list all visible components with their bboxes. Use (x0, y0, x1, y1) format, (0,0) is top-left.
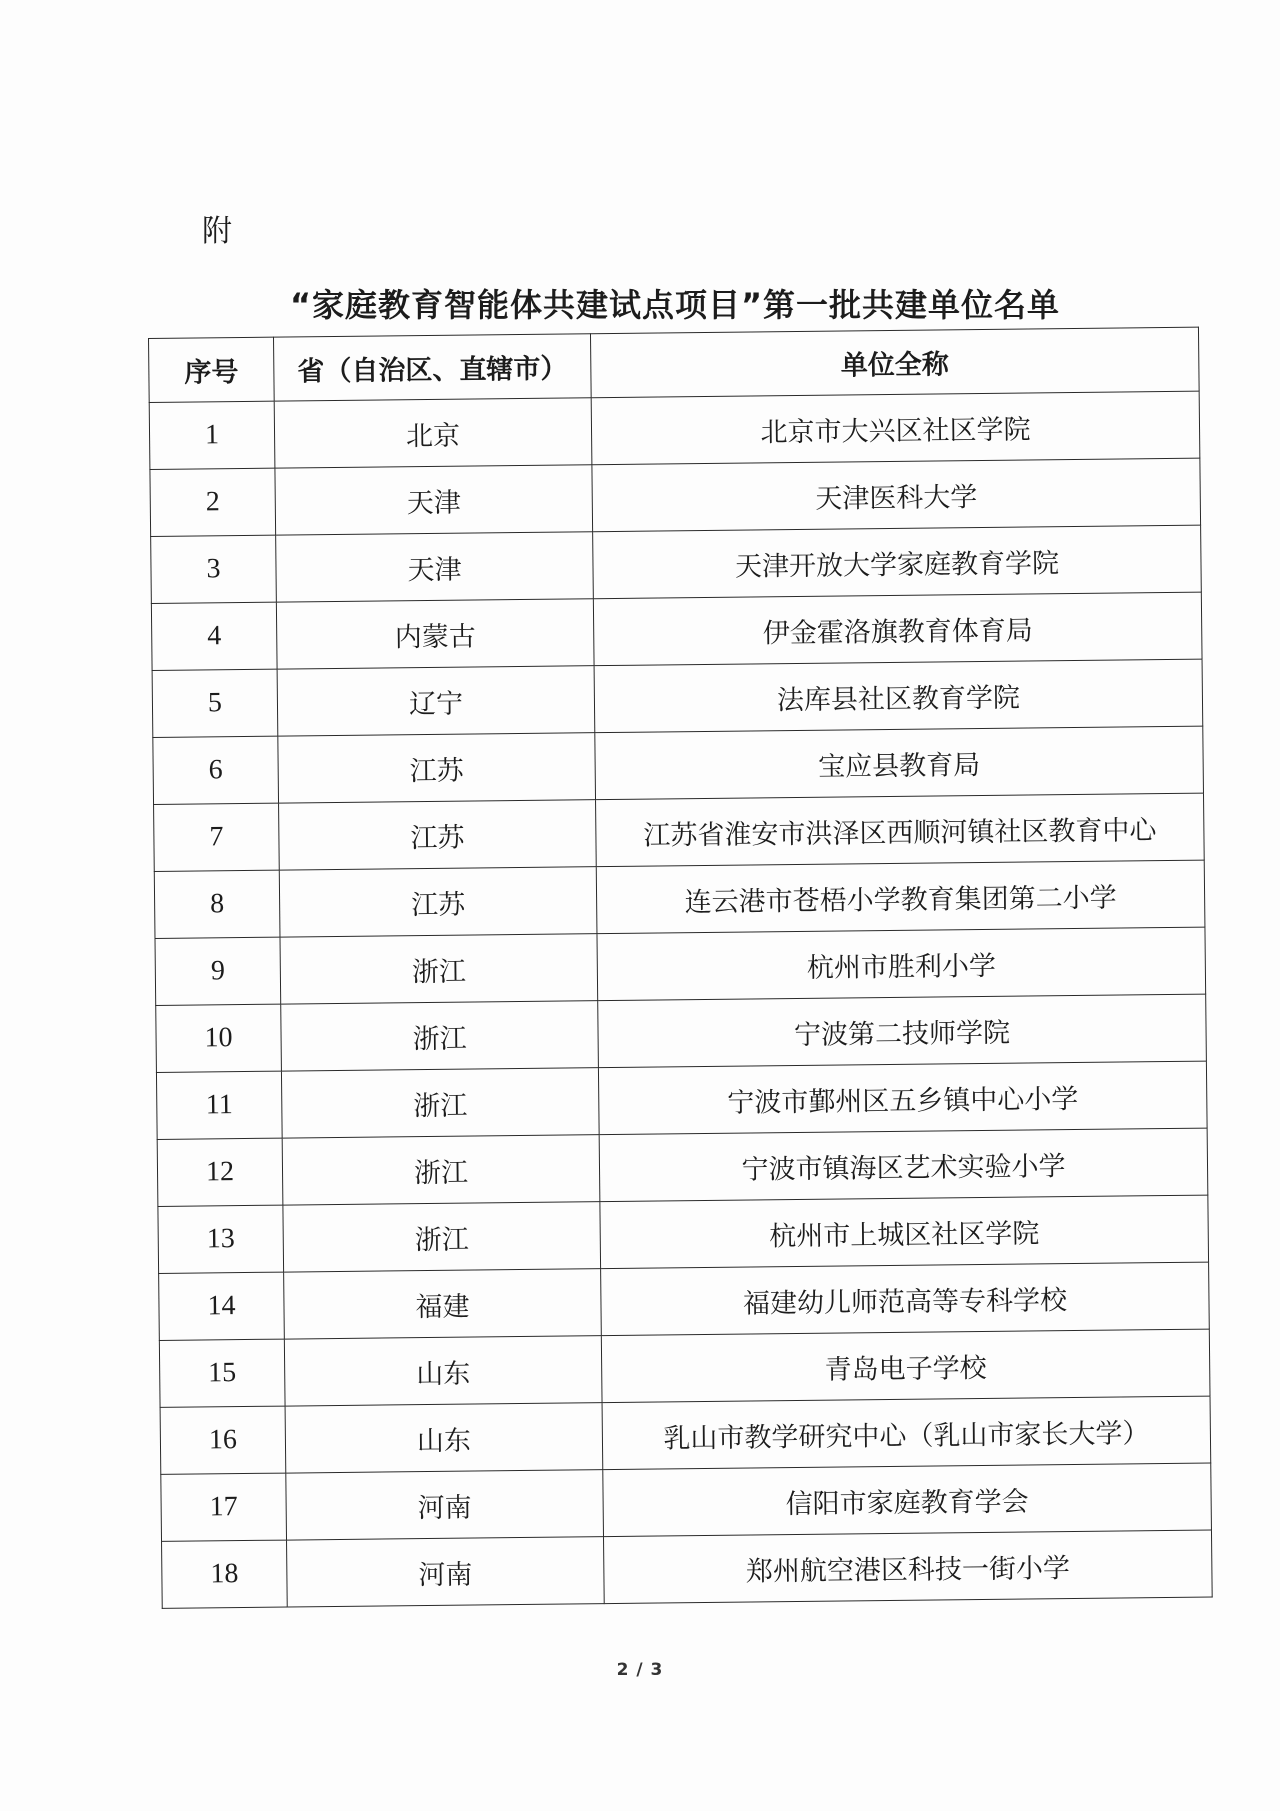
cell-serial-number: 11 (156, 1071, 282, 1139)
cell-serial-number: 14 (159, 1272, 285, 1340)
cell-province: 山东 (284, 1336, 602, 1406)
table-row (159, 1262, 1210, 1340)
cell-province: 天津 (275, 465, 593, 535)
header-serial-number: 序号 (149, 337, 275, 402)
cell-serial-number: 18 (162, 1540, 288, 1608)
cell-unit-name: 杭州市上城区社区学院 (600, 1195, 1209, 1269)
table-row (149, 391, 1200, 469)
units-table (148, 327, 1213, 1609)
cell-province: 浙江 (281, 1001, 599, 1071)
cell-unit-name: 天津开放大学家庭教育学院 (593, 525, 1202, 599)
table-header-row (149, 327, 1200, 402)
cell-province: 浙江 (282, 1135, 600, 1205)
cell-unit-name: 连云港市苍梧小学教育集团第二小学 (596, 860, 1205, 934)
cell-unit-name: 江苏省淮安市洪泽区西顺河镇社区教育中心 (596, 793, 1205, 867)
table-row (158, 1195, 1209, 1273)
units-table-container (148, 327, 1212, 1609)
document-title: “家庭教育智能体共建试点项目”第一批共建单位名单 (289, 286, 1061, 324)
table-row (153, 726, 1204, 804)
cell-province: 天津 (276, 532, 594, 602)
cell-unit-name: 伊金霍洛旗教育体育局 (593, 592, 1202, 666)
attachment-label: 附 (202, 214, 234, 249)
cell-unit-name: 杭州市胜利小学 (597, 927, 1206, 1001)
page-number: 2 / 3 (616, 1660, 664, 1680)
cell-serial-number: 6 (153, 736, 279, 804)
table-row (160, 1396, 1211, 1474)
cell-unit-name: 郑州航空港区科技一街小学 (603, 1530, 1212, 1604)
cell-province: 河南 (286, 1470, 604, 1540)
cell-unit-name: 信阳市家庭教育学会 (603, 1463, 1212, 1537)
cell-unit-name: 宝应县教育局 (595, 726, 1204, 800)
cell-serial-number: 17 (161, 1473, 287, 1541)
cell-serial-number: 16 (160, 1406, 286, 1474)
cell-unit-name: 北京市大兴区社区学院 (591, 391, 1200, 465)
cell-serial-number: 1 (149, 401, 275, 469)
table-row (154, 860, 1205, 938)
cell-province: 浙江 (280, 934, 598, 1004)
cell-province: 河南 (287, 1537, 605, 1607)
cell-serial-number: 12 (157, 1138, 283, 1206)
cell-serial-number: 9 (155, 937, 281, 1005)
cell-unit-name: 青岛电子学校 (601, 1329, 1210, 1403)
cell-province: 山东 (285, 1403, 603, 1473)
header-unit-name: 单位全称 (590, 327, 1199, 398)
cell-serial-number: 3 (151, 535, 277, 603)
table-row (154, 793, 1205, 871)
cell-unit-name: 法库县社区教育学院 (594, 659, 1203, 733)
table-row (150, 458, 1201, 536)
cell-serial-number: 15 (159, 1339, 285, 1407)
table-row (156, 1061, 1207, 1139)
table-row (151, 525, 1202, 603)
cell-serial-number: 5 (152, 669, 278, 737)
cell-serial-number: 4 (151, 602, 277, 670)
cell-serial-number: 7 (154, 803, 280, 871)
table-row (157, 1128, 1208, 1206)
table-row (156, 994, 1207, 1072)
cell-serial-number: 8 (154, 870, 280, 938)
cell-province: 江苏 (279, 867, 597, 937)
cell-province: 福建 (284, 1269, 602, 1339)
cell-province: 江苏 (278, 733, 596, 803)
cell-unit-name: 福建幼儿师范高等专科学校 (601, 1262, 1210, 1336)
cell-unit-name: 宁波市镇海区艺术实验小学 (599, 1128, 1208, 1202)
cell-province: 北京 (274, 398, 592, 468)
table-row (162, 1530, 1213, 1608)
table-row (155, 927, 1206, 1005)
cell-province: 辽宁 (277, 666, 595, 736)
cell-unit-name: 天津医科大学 (592, 458, 1201, 532)
cell-province: 江苏 (279, 800, 597, 870)
cell-unit-name: 宁波市鄞州区五乡镇中心小学 (598, 1061, 1207, 1135)
cell-unit-name: 宁波第二技师学院 (598, 994, 1207, 1068)
table-row (151, 592, 1202, 670)
table-row (152, 659, 1203, 737)
table-row (159, 1329, 1210, 1407)
header-province: 省（自治区、直辖市） (273, 334, 591, 401)
cell-unit-name: 乳山市教学研究中心（乳山市家长大学） (602, 1396, 1211, 1470)
cell-province: 内蒙古 (276, 599, 594, 669)
table-row (161, 1463, 1212, 1541)
cell-province: 浙江 (283, 1202, 601, 1272)
cell-serial-number: 13 (158, 1205, 284, 1273)
cell-serial-number: 2 (150, 468, 276, 536)
cell-province: 浙江 (281, 1068, 599, 1138)
cell-serial-number: 10 (156, 1004, 282, 1072)
